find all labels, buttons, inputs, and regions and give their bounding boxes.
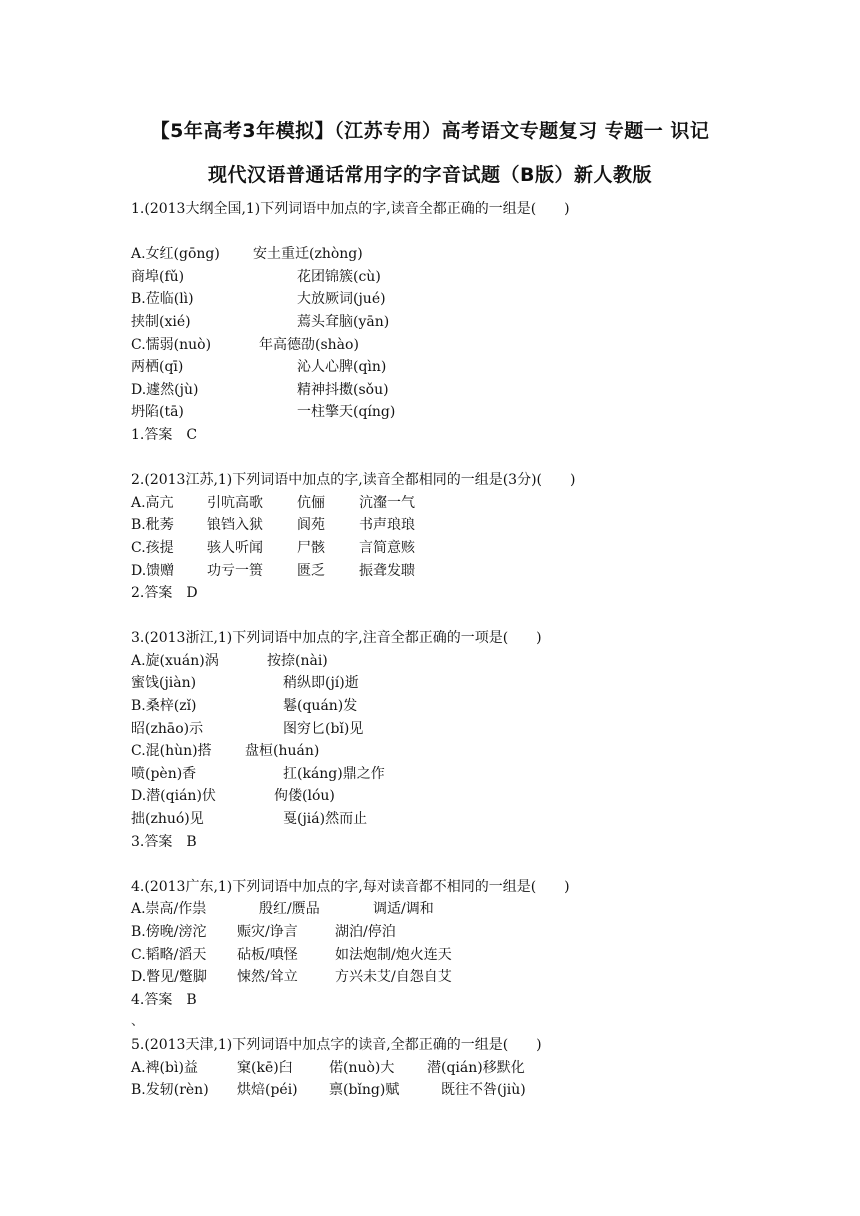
stray-mark: 、 <box>131 1014 145 1030</box>
answer: 4.答案 B <box>131 991 197 1008</box>
option-row: C.韬略/滔天 砧板/嗔怪 如法炮制/炮火连天 <box>131 946 452 963</box>
option-row: B.发轫(rèn) 烘焙(péi) 禀(bǐng)赋 既往不咎(jiù) <box>131 1082 526 1099</box>
option-row: 昭(zhāo)示 图穷匕(bǐ)见 <box>131 720 364 737</box>
option-row: A.裨(bì)益 窠(kē)臼 偌(nuò)大 潜(qián)移默化 <box>131 1059 525 1076</box>
question-list <box>131 198 831 1102</box>
option-row: 蜜饯(jiàn) 稍纵即(jí)逝 <box>131 675 359 692</box>
answer: 2.答案 D <box>131 585 198 602</box>
option-row: D.潜(qián)伏 佝偻(lóu) <box>131 788 335 805</box>
option-row: 坍陷(tā) 一柱擎天(qíng) <box>131 404 396 421</box>
question-stem: 1.(2013大纲全国,1)下列词语中加点的字,读音全都正确的一组是( ) <box>131 201 570 217</box>
option-row: 两栖(qī) 沁人心脾(qìn) <box>131 359 387 376</box>
option-row: A.崇高/作祟 殷红/赝品 调适/调和 <box>131 901 434 918</box>
document-title-line-2: 现代汉语普通话常用字的字音试题（B版）新人教版 <box>208 164 652 186</box>
question-stem: 4.(2013广东,1)下列词语中加点的字,每对读音都不相同的一组是( ) <box>131 878 570 895</box>
answer: 1.答案 C <box>131 426 198 443</box>
option-row: B.莅临(lì) 大放厥词(jué) <box>131 291 386 308</box>
option-row: C.孩提 骇人听闻 尸骸 言简意赅 <box>131 539 415 556</box>
option-row: B.桑梓(zǐ) 鬈(quán)发 <box>131 698 358 715</box>
option-row: B.傍晚/滂沱 赈灾/诤言 湖泊/停泊 <box>131 924 396 940</box>
option-row: D.遽然(jù) 精神抖擞(sǒu) <box>131 381 389 398</box>
option-row: B.秕莠 锒铛入狱 阆苑 书声琅琅 <box>131 517 415 534</box>
option-row: 挟制(xié) 蔫头耷脑(yān) <box>131 313 390 330</box>
option-row: D.馈赠 功亏一篑 匮乏 振聋发聩 <box>131 562 415 579</box>
option-row: C.懦弱(nuò) 年高德劭(shào) <box>131 336 359 353</box>
option-row: 商埠(fǔ) 花团锦簇(cù) <box>131 268 381 285</box>
document-title-line-1: 【5年高考3年模拟】（江苏专用）高考语文专题复习 专题一 识记 <box>150 120 710 142</box>
question-stem: 2.(2013江苏,1)下列词语中加点的字,读音全都相同的一组是(3分)( ) <box>131 472 576 489</box>
option-row: A.女红(gōng) 安土重迁(zhòng) <box>131 246 363 263</box>
option-row: A.旋(xuán)涡 按捺(nài) <box>131 652 328 669</box>
option-row: 喷(pèn)香 扛(káng)鼎之作 <box>131 765 385 782</box>
option-row: C.混(hùn)搭 盘桓(huán) <box>131 743 320 760</box>
question-stem: 5.(2013天津,1)下列词语中加点字的读音,全都正确的一组是( ) <box>131 1036 542 1053</box>
answer: 3.答案 B <box>131 833 197 850</box>
question-stem: 3.(2013浙江,1)下列词语中加点的字,注音全都正确的一项是( ) <box>131 630 542 647</box>
option-row: D.瞥见/蹩脚 悚然/耸立 方兴未艾/自怨自艾 <box>131 969 452 986</box>
option-row: A.高亢 引吭高歌 伉俪 沆瀣一气 <box>131 494 415 511</box>
option-row: 拙(zhuó)见 戛(jiá)然而止 <box>131 811 368 828</box>
